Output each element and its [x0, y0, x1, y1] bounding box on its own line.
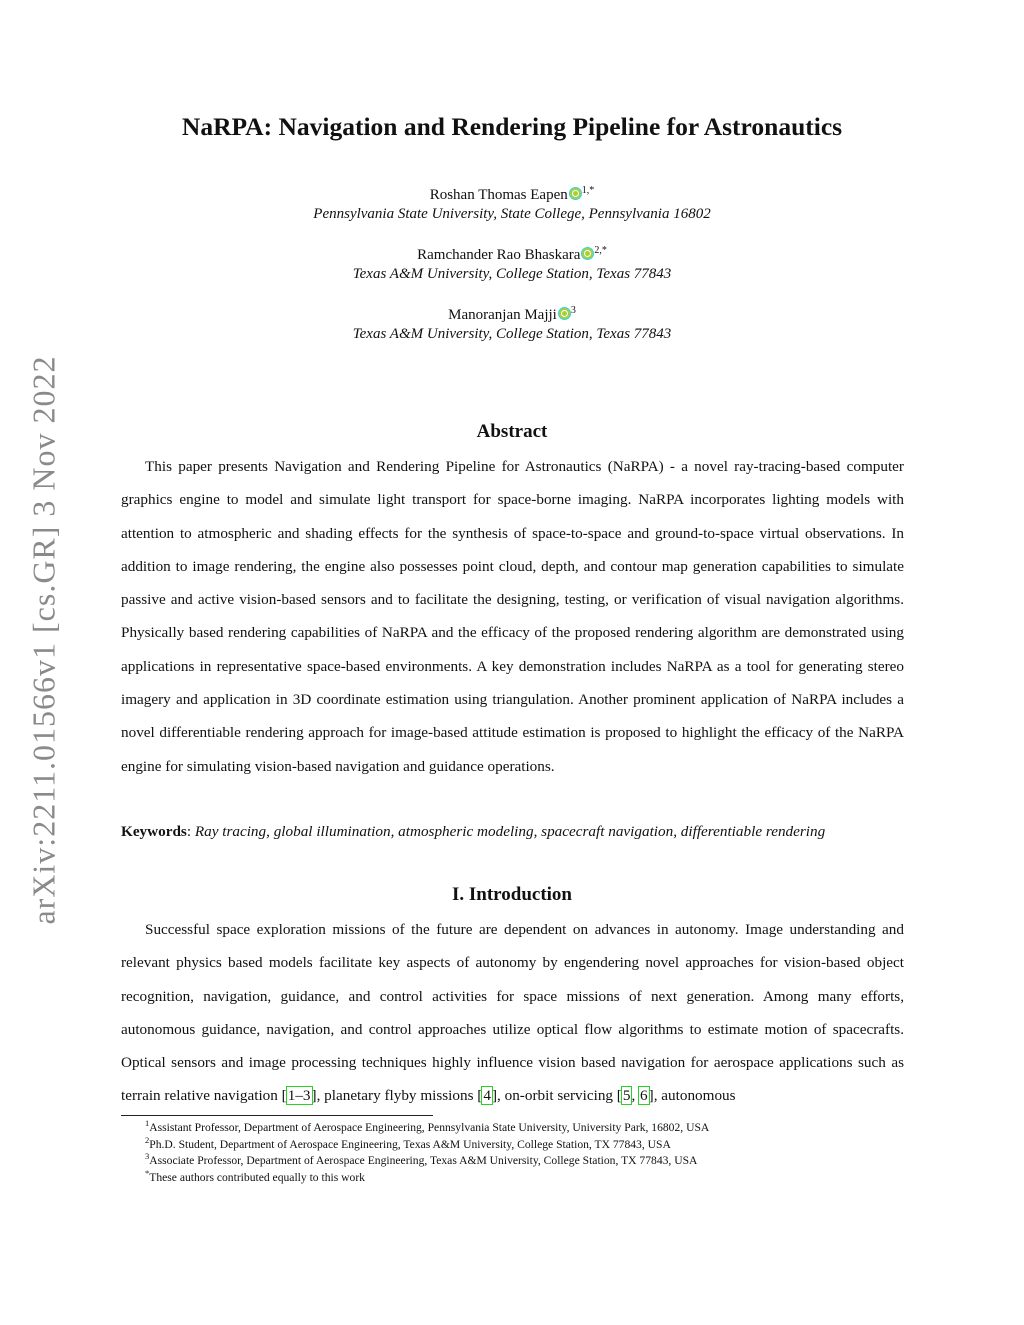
footnotes [145, 1120, 709, 1186]
orcid-icon[interactable] [558, 307, 571, 320]
author-block-1 [0, 186, 1024, 224]
author-marks: 1,* [581, 185, 595, 196]
footnote [145, 1134, 709, 1154]
author-affiliation: Texas A&M University, College Station, Texas 77843 [352, 326, 672, 342]
author-affiliation: Pennsylvania State University, State College, Pennsylvania 16802 [313, 206, 711, 222]
orcid-icon[interactable] [581, 247, 594, 260]
footnote-mark: 1 [145, 1118, 150, 1129]
footnote-text: Associate Professor, Department of Aerospace Engineering, Texas A&M University, College Station, TX 77843, USA [149, 1154, 698, 1168]
footnote-mark: * [145, 1167, 150, 1178]
introduction-heading: I. Introduction [451, 884, 572, 905]
author-block-2 [0, 246, 1024, 284]
orcid-icon[interactable] [569, 187, 582, 200]
footnote-rule [121, 1115, 433, 1116]
citation-link[interactable]: 1–3 [287, 1087, 311, 1105]
citation-separator: , [631, 1087, 640, 1105]
keywords [121, 823, 904, 841]
keywords-label: Keywords [121, 823, 187, 840]
keywords-text: Ray tracing, global illumination, atmospheric modeling, spacecraft navigation, differentiable rendering [194, 823, 826, 840]
footnote-text: Assistant Professor, Department of Aerospace Engineering, Pennsylvania State University, University Park, 16802, USA [149, 1121, 710, 1134]
intro-text-segment: ], planetary flyby missions [ [311, 1087, 483, 1105]
citation-link[interactable]: 5 [622, 1087, 631, 1105]
footnote [145, 1153, 709, 1170]
arxiv-side-stamp: arXiv:2211.01566v1 [cs.GR] 3 Nov 2022 [25, 355, 62, 925]
footnote-mark: 3 [145, 1151, 150, 1162]
footnote-mark: 2 [145, 1134, 150, 1145]
author-block-3 [0, 306, 1024, 344]
intro-text-segment: ], autonomous [648, 1087, 736, 1105]
author-name: Manoranjan Majji [448, 307, 557, 323]
author-affiliation: Texas A&M University, College Station, Texas 77843 [352, 266, 672, 282]
footnote-text: These authors contributed equally to this work [149, 1170, 365, 1184]
abstract-text: This paper presents Navigation and Rendering Pipeline for Astronautics (NaRPA) - a novel ray-tracing-based computer graphics engine to model and simulate light transport for space-borne imaging. NaRPA incorporates lighting models with attention to atmospheric and shading effects for the synthesis of space-to-space and ground-to-space virtual observations. In addition to image rendering, the engine also possesses point cloud, depth, and contour map generation capabilities to simulate passive and active vision-based sensors and to facilitate the designing, testing, or verification of visual navigation algorithms. Physically based rendering capabilities of NaRPA and the efficacy of the proposed rendering algorithm are demonstrated using applications in representative space-based environments. A key demonstration includes NaRPA as a tool for generating stereo imagery and application in 3D coordinate estimation using triangulation. Another prominent application of NaRPA includes a novel differentiable rendering approach for image-based attitude estimation is proposed to highlight the efficacy of the NaRPA engine for simulating vision-based navigation and guidance operations. [121, 458, 904, 775]
footnote-text: Ph.D. Student, Department of Aerospace Engineering, Texas A&M University, College Station, TX 77843, USA [149, 1137, 671, 1151]
author-marks: 3 [570, 305, 576, 316]
author-name: Ramchander Rao Bhaskara [417, 247, 581, 263]
introduction-text [121, 913, 904, 1113]
intro-text-segment: Successful space exploration missions of the future are dependent on advances in autonomy. Image understanding and relevant physics based models facilitate key aspects of autonomy by engendering novel approaches for vision-based object recognition, navigation, guidance, and control activities for space missions of next generation. Among many efforts, autonomous guidance, navigation, and control approaches utilize optical flow algorithms to estimate motion of spacecrafts. Optical sensors and image processing techniques highly influence vision based navigation for aerospace applications such as terrain relative navigation [ [121, 921, 904, 1105]
paper-title: NaRPA: Navigation and Rendering Pipeline for Astronautics [181, 112, 843, 141]
footnote [145, 1167, 709, 1187]
footnote [145, 1120, 709, 1137]
citation-link[interactable]: 6 [640, 1087, 648, 1105]
intro-text-segment: ], on-orbit servicing [ [491, 1087, 622, 1105]
citation-link[interactable]: 4 [483, 1087, 491, 1105]
author-name: Roshan Thomas Eapen [429, 187, 568, 203]
abstract-heading: Abstract [476, 421, 548, 442]
author-marks: 2,* [594, 245, 607, 256]
keywords-separator: : [186, 823, 195, 840]
